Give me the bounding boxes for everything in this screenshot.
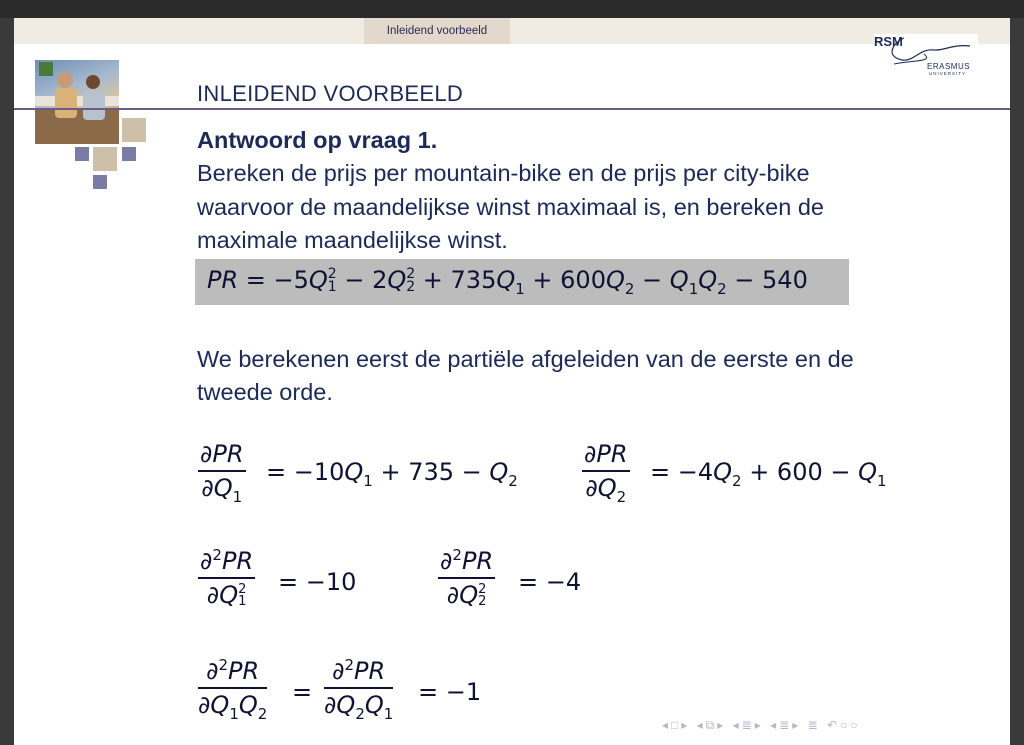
mixed-partial-fraction: ∂$^2$PR $\partial Q_2Q_1$ (324, 656, 394, 723)
d2pr-dq1-fraction: ∂$^2$PR ∂Q 2 1 (200, 546, 254, 609)
decor-square (93, 147, 117, 171)
slide (14, 18, 1010, 745)
back-icon[interactable]: ↶ (826, 718, 841, 732)
d2pr-dq2-value: = −4 (518, 568, 582, 596)
prev-part-icon[interactable]: ◂ (770, 718, 780, 732)
rsm-logo (874, 34, 978, 78)
explain-line: We berekenen eerst de partiële afgeleiden van de eerste en de (197, 346, 854, 372)
dpr-dq1-expression: = $-10Q_1 + 735 - Q_2$ (266, 458, 518, 490)
section-icon[interactable]: ≣ (741, 718, 755, 732)
prev-section-icon[interactable]: ◂ (732, 718, 742, 732)
dpr-dq2-expression: = $-4Q_2 + 600 - Q_1$ (650, 458, 887, 490)
next-frame-icon[interactable]: ▸ (681, 718, 691, 732)
question-line: waarvoor de maandelijkse winst maximaal is, en bereken de (197, 194, 824, 220)
window-top-bar (0, 0, 1024, 18)
part-icon[interactable]: ≣ (779, 718, 793, 732)
slide-title: INLEIDEND VOORBEELD (197, 81, 464, 106)
d2pr-dq1-value: = −10 (278, 568, 357, 596)
decor-square (122, 118, 146, 142)
subsection-icon[interactable]: ⧉ (705, 718, 718, 732)
frame-icon[interactable]: □ (671, 718, 682, 732)
logo-name: ERASMUS (927, 62, 971, 71)
prev-frame-icon[interactable]: ◂ (662, 718, 672, 732)
explain-line: tweede orde. (197, 379, 333, 405)
header-tab[interactable]: Inleidend voorbeeld (364, 18, 510, 44)
header-photo (35, 60, 119, 144)
question-line: maximale maandelijkse winst. (197, 227, 508, 253)
prev-subsection-icon[interactable]: ◂ (696, 718, 706, 732)
mixed-partial-value: = −1 (418, 678, 482, 706)
decor-square (122, 147, 136, 161)
next-subsection-icon[interactable]: ▸ (717, 718, 727, 732)
search-icon[interactable]: ○ (840, 718, 851, 732)
dpr-dq1-fraction: ∂PR $\partial Q_1$ (200, 440, 244, 506)
question-line: Bereken de prijs per mountain-bike en de prijs per city-bike (197, 160, 810, 186)
header-band (14, 18, 1010, 44)
outline-icon[interactable]: ≣ (807, 718, 821, 732)
profit-formula: PR = −5Q 2 1 − 2Q 2 2 + $735Q_1 + 600Q_2 - Q_1Q_2 - 540$ (195, 259, 849, 305)
decor-square (93, 175, 107, 189)
next-section-icon[interactable]: ▸ (754, 718, 764, 732)
d2pr-dq2-fraction: ∂$^2$PR ∂Q 2 2 (440, 546, 494, 609)
logo-sub: UNIVERSITY (929, 71, 967, 76)
mixed-partial-fraction: ∂$^2$PR $\partial Q_1Q_2$ (198, 656, 268, 723)
dpr-dq2-fraction: ∂PR $\partial Q_2$ (584, 440, 628, 506)
beamer-navigation (662, 718, 1002, 738)
logo-brand: RSM (874, 34, 903, 49)
answer-heading: Antwoord op vraag 1. (197, 127, 438, 153)
title-rule (14, 108, 1010, 110)
next-part-icon[interactable]: ▸ (792, 718, 802, 732)
zoom-icon[interactable]: ○ (850, 718, 861, 732)
decor-square (75, 147, 89, 161)
people-photo-icon (35, 60, 119, 144)
equals-sign: = (292, 678, 313, 706)
